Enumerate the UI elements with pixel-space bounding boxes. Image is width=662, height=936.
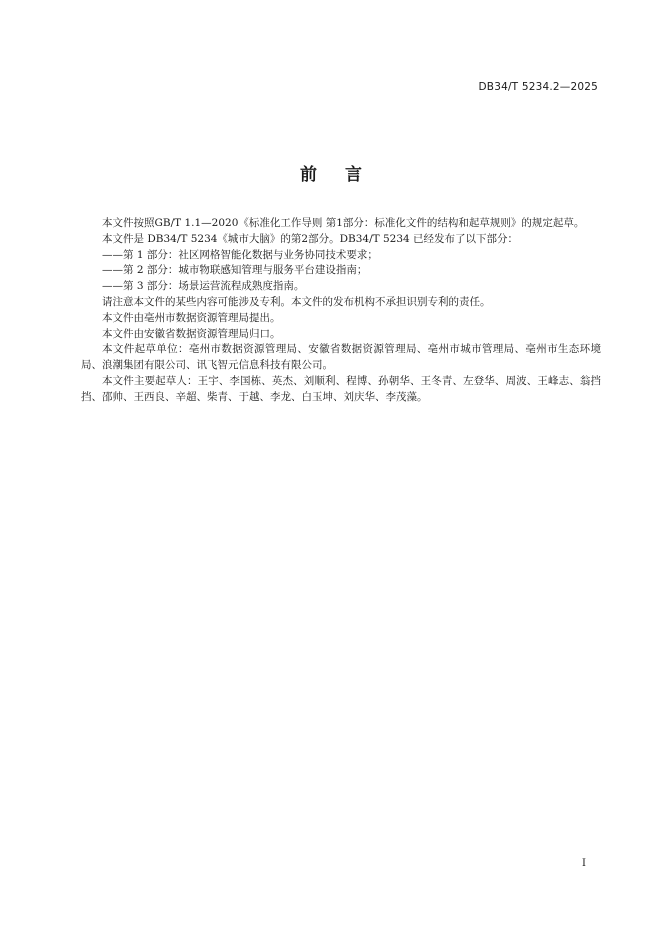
list-item-part-2: ——第 2 部分：城市物联感知管理与服务平台建设指南； [102,264,368,277]
paragraph-managed-by: 本文件由安徽省数据资源管理局归口。 [102,327,281,340]
paragraph-series-intro: 本文件是 DB34/T 5234《城市大脑》的第2部分。DB34/T 5234 已经发布了以下部分： [102,232,519,245]
paragraph-drafting-units: 本文件起草单位：亳州市数据资源管理局、安徽省数据资源管理局、亳州市城市管理局、亳州市生态环境局、浪潮集团有限公司、讯飞智元信息科技有限公司。 [81,343,601,372]
document-code: DB34/T 5234.2—2025 [478,81,598,93]
paragraph-patent-notice: 请注意本文件的某些内容可能涉及专利。本文件的发布机构不承担识别专利的责任。 [102,295,491,308]
paragraph-drafting-rules: 本文件按照GB/T 1.1—2020《标准化工作导则 第1部分：标准化文件的结构和起草规则》的规定起草。 [102,217,585,229]
paragraph-drafters: 本文件主要起草人：王宇、李国栋、英杰、刘顺利、程博、孙朝华、王冬青、左登华、周波、王峰志、翁挡挡、邵帅、王西良、辛超、柴青、于越、李龙、白玉坤、刘庆华、李茂藻。 [81,374,601,403]
list-item-part-3: ——第 3 部分：场景运营流程成熟度指南。 [102,280,305,293]
list-item-part-1: ——第 1 部分：社区网格智能化数据与业务协同技术要求； [102,248,378,261]
foreword-body [81,216,601,406]
page-number: I [582,858,586,869]
page-title: 前言 [300,165,390,185]
paragraph-proposed-by: 本文件由亳州市数据资源管理局提出。 [102,311,281,324]
